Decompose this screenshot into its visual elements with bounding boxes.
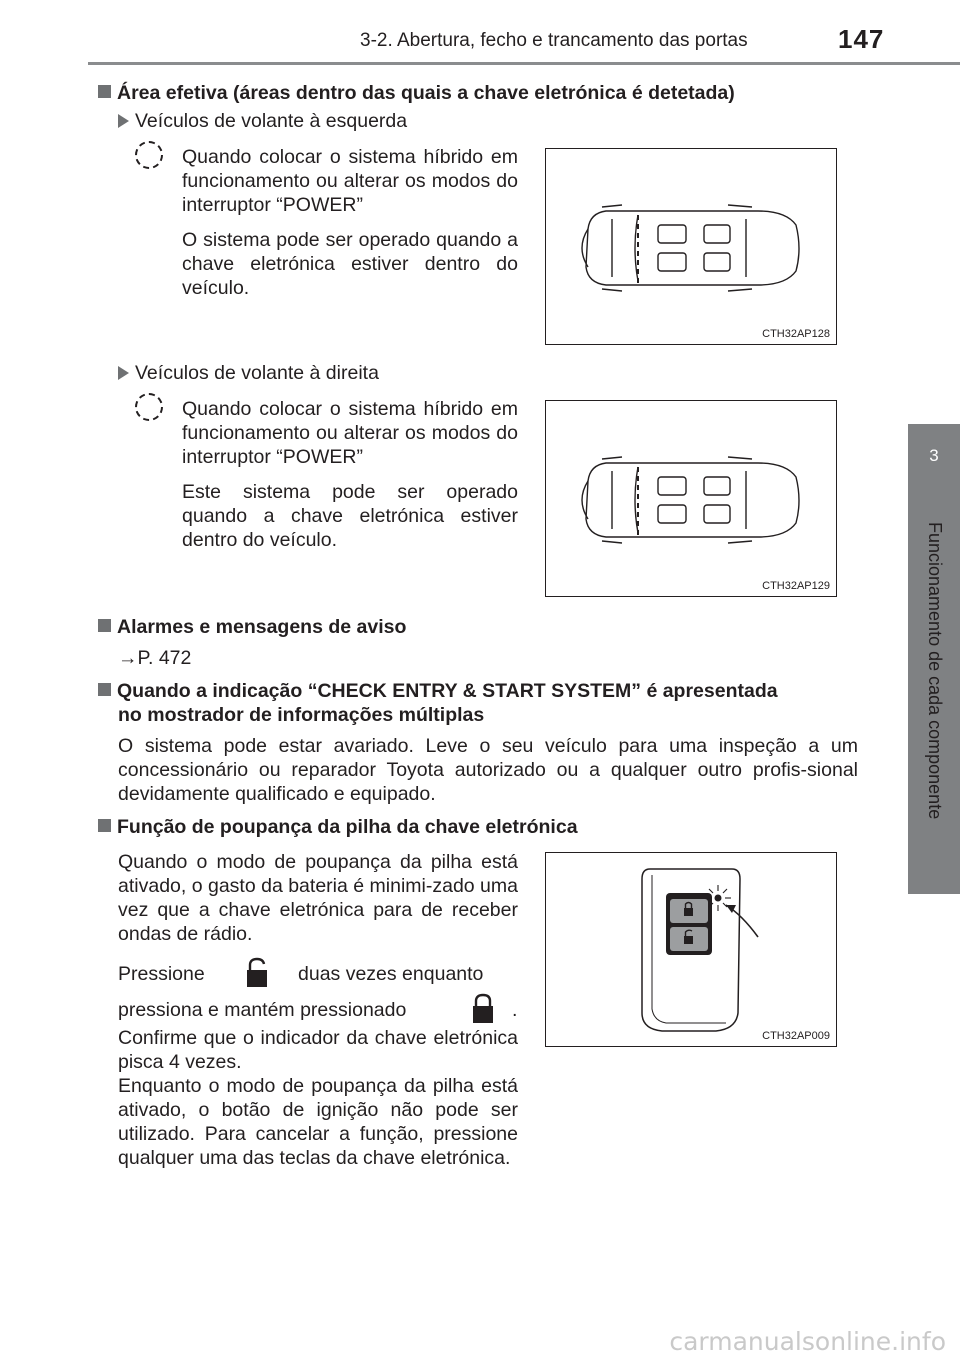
battery-saving-confirm: Confirme que o indicador da chave eletrónica pisca 4 vezes. — [118, 1027, 518, 1073]
electronic-key-icon — [546, 853, 836, 1046]
chapter-title-vertical — [921, 522, 945, 862]
subheading-lhd: Veículos de volante à esquerda — [118, 110, 407, 133]
subheading-rhd: Veículos de volante à direita — [118, 362, 379, 385]
figure-code: CTH32AP129 — [762, 580, 830, 592]
square-bullet-icon — [98, 619, 111, 632]
battery-saving-cancel: Enquanto o modo de poupança da pilha está ativado, o botão de ignição não pode ser utilizado. Para cancelar a função, pressione qualquer uma das teclas da chave eletrónica. — [118, 1075, 518, 1169]
lock-icon — [470, 992, 496, 1026]
rhd-text-result: Este sistema pode ser operado quando a chave eletrónica estiver dentro do veículo. — [182, 481, 518, 551]
page-number: 147 — [838, 24, 885, 54]
press-text-b: duas vezes enquanto — [298, 963, 484, 985]
figure-electronic-key — [545, 852, 837, 1047]
press-text-d: . — [512, 999, 518, 1021]
car-top-view-icon — [546, 401, 836, 596]
figure-code: CTH32AP009 — [762, 1030, 830, 1042]
footer-watermark[interactable]: carmanualsonline.info — [669, 1327, 946, 1356]
rhd-text-condition: Quando colocar o sistema híbrido em funcionamento ou alterar os modos do interruptor “POWER” — [182, 398, 518, 468]
page-reference-link[interactable]: →P. 472 — [118, 647, 192, 669]
press-text-a: Pressione — [118, 963, 205, 985]
section-heading-battery-saving: Função de poupança da pilha da chave eletrónica — [98, 816, 578, 839]
square-bullet-icon — [98, 819, 111, 832]
figure-rhd-car-diagram — [545, 400, 837, 597]
lhd-text-result: O sistema pode ser operado quando a chave eletrónica estiver dentro do veículo. — [182, 229, 518, 299]
section-heading-check-entry-cont: no mostrador de informações múltiplas — [118, 704, 485, 726]
section-heading-check-entry: Quando a indicação “CHECK ENTRY & START SYSTEM” é apresentada — [98, 680, 863, 703]
detection-area-legend-icon — [135, 393, 163, 421]
square-bullet-icon — [98, 683, 111, 696]
lhd-text-condition: Quando colocar o sistema híbrido em funcionamento ou alterar os modos do interruptor “POWER” — [182, 146, 518, 216]
triangle-bullet-icon — [118, 366, 129, 380]
detection-area-legend-icon — [135, 141, 163, 169]
battery-saving-intro: Quando o modo de poupança da pilha está ativado, o gasto da bateria é minimi-zado uma vez que a chave eletrónica para de receber ondas de rádio. — [118, 851, 518, 945]
header-divider — [88, 62, 960, 65]
chapter-title: Funcionamento de cada componente — [925, 522, 945, 820]
section-heading-alarms: Alarmes e mensagens de aviso — [98, 616, 406, 639]
section-breadcrumb: 3-2. Abertura, fecho e trancamento das portas — [360, 30, 748, 51]
section-heading-area: Área efetiva (áreas dentro das quais a chave eletrónica é detetada) — [98, 82, 735, 105]
figure-code: CTH32AP128 — [762, 328, 830, 340]
square-bullet-icon — [98, 85, 111, 98]
unlock-icon — [244, 956, 270, 990]
figure-lhd-car-diagram — [545, 148, 837, 345]
check-entry-text: O sistema pode estar avariado. Leve o seu veículo para uma inspeção a um concessionário ou reparador Toyota autorizado ou a qualquer outro profis-sional devidamente qualificado e equipado. — [118, 735, 858, 805]
press-text-c: pressiona e mantém pressionado — [118, 999, 407, 1021]
triangle-bullet-icon — [118, 114, 129, 128]
chapter-number: 3 — [929, 446, 939, 465]
car-top-view-icon — [546, 149, 836, 344]
